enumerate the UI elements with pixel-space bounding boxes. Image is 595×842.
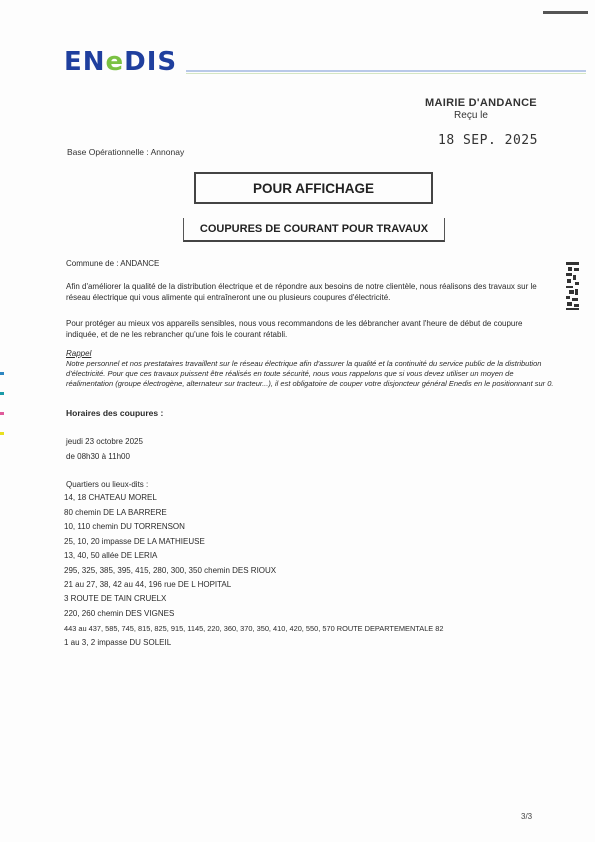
quartier-item: 13, 40, 50 allée DE LERIA: [64, 551, 158, 560]
title-pour-affichage: [194, 172, 433, 204]
base-operationnelle: Base Opérationnelle : Annonay: [67, 147, 185, 157]
quartier-item: 25, 10, 20 impasse DE LA MATHIEUSE: [64, 537, 205, 546]
quartier-item: 10, 110 chemin DU TORRENSON: [64, 522, 185, 531]
print-mark-teal: [0, 392, 4, 395]
stamp-mairie: MAIRIE D'ANDANCE: [425, 97, 537, 109]
print-mark-cyan: [0, 372, 4, 375]
quartier-item: 3 ROUTE DE TAIN CRUELX: [64, 594, 167, 603]
quartier-item: 21 au 27, 38, 42 au 44, 196 rue DE L HOPITAL: [64, 580, 232, 589]
rappel-text: Notre personnel et nos prestataires travaillent sur le réseau électrique afin d'assurer la qualité et la continuité du service public de la distribution d'électricité. Pour que ces travaux puissent être réalisés en toute sécurité, nous vous rappelons que si vous devez utiliser un moyen de réalimentation (groupe électrogène, alternateur sur tracteur...), il est obligatoire de couper votre disjoncteur général Enedis en le positionnant sur 0.: [66, 359, 554, 388]
print-mark-yellow: [0, 432, 4, 435]
horaires-title: Horaires des coupures :: [66, 408, 164, 418]
paragraph-intro: Afin d'améliorer la qualité de la distribution électrique et de répondre aux besoins de notre clientèle, nous réalisons des travaux sur le réseau électrique qui vous alimente qui entraîneront une ou plusieurs coupures d'électricité.: [66, 282, 537, 302]
paragraph-protection: Pour protéger au mieux vos appareils sensibles, nous vous recommandons de les débrancher avant l'heure de début de coupure indiquée, et de ne les rebrancher qu'une fois le courant rétabli.: [66, 319, 523, 339]
commune: Commune de : ANDANCE: [66, 259, 160, 268]
quartier-item: 1 au 3, 2 impasse DU SOLEIL: [64, 638, 172, 647]
header-rule-secondary: [186, 73, 586, 74]
quartier-item: 220, 260 chemin DES VIGNES: [64, 609, 175, 618]
title-pour-affichage-text: POUR AFFICHAGE: [253, 180, 374, 196]
quartier-item: 443 au 437, 585, 745, 815, 825, 915, 1145, 220, 360, 370, 350, 410, 420, 550, 570 ROUTE DEPARTEMENTALE 82: [64, 624, 444, 633]
enedis-logo: ENeDIS: [64, 47, 178, 77]
quartier-item: 14, 18 CHATEAU MOREL: [64, 493, 157, 502]
stamp-date: 18 SEP. 2025: [438, 133, 538, 148]
title-coupures-text: COUPURES DE COURANT POUR TRAVAUX: [199, 223, 429, 235]
quartier-item: 295, 325, 385, 395, 415, 280, 300, 350 chemin DES RIOUX: [64, 566, 277, 575]
scan-mark: [543, 11, 588, 14]
page-number: 3/3: [521, 812, 533, 821]
qr-code: [566, 262, 579, 310]
print-mark-magenta: [0, 412, 4, 415]
rappel-title: Rappel: [66, 349, 92, 358]
stamp-recu: Reçu le: [454, 110, 488, 121]
title-coupures: [183, 218, 445, 242]
coupure-hours: de 08h30 à 11h00: [66, 452, 130, 461]
quartiers-title: Quartiers ou lieux-dits :: [66, 480, 149, 489]
header-rule: [186, 70, 586, 72]
quartier-item: 80 chemin DE LA BARRERE: [64, 508, 167, 517]
coupure-date: jeudi 23 octobre 2025: [66, 437, 143, 446]
